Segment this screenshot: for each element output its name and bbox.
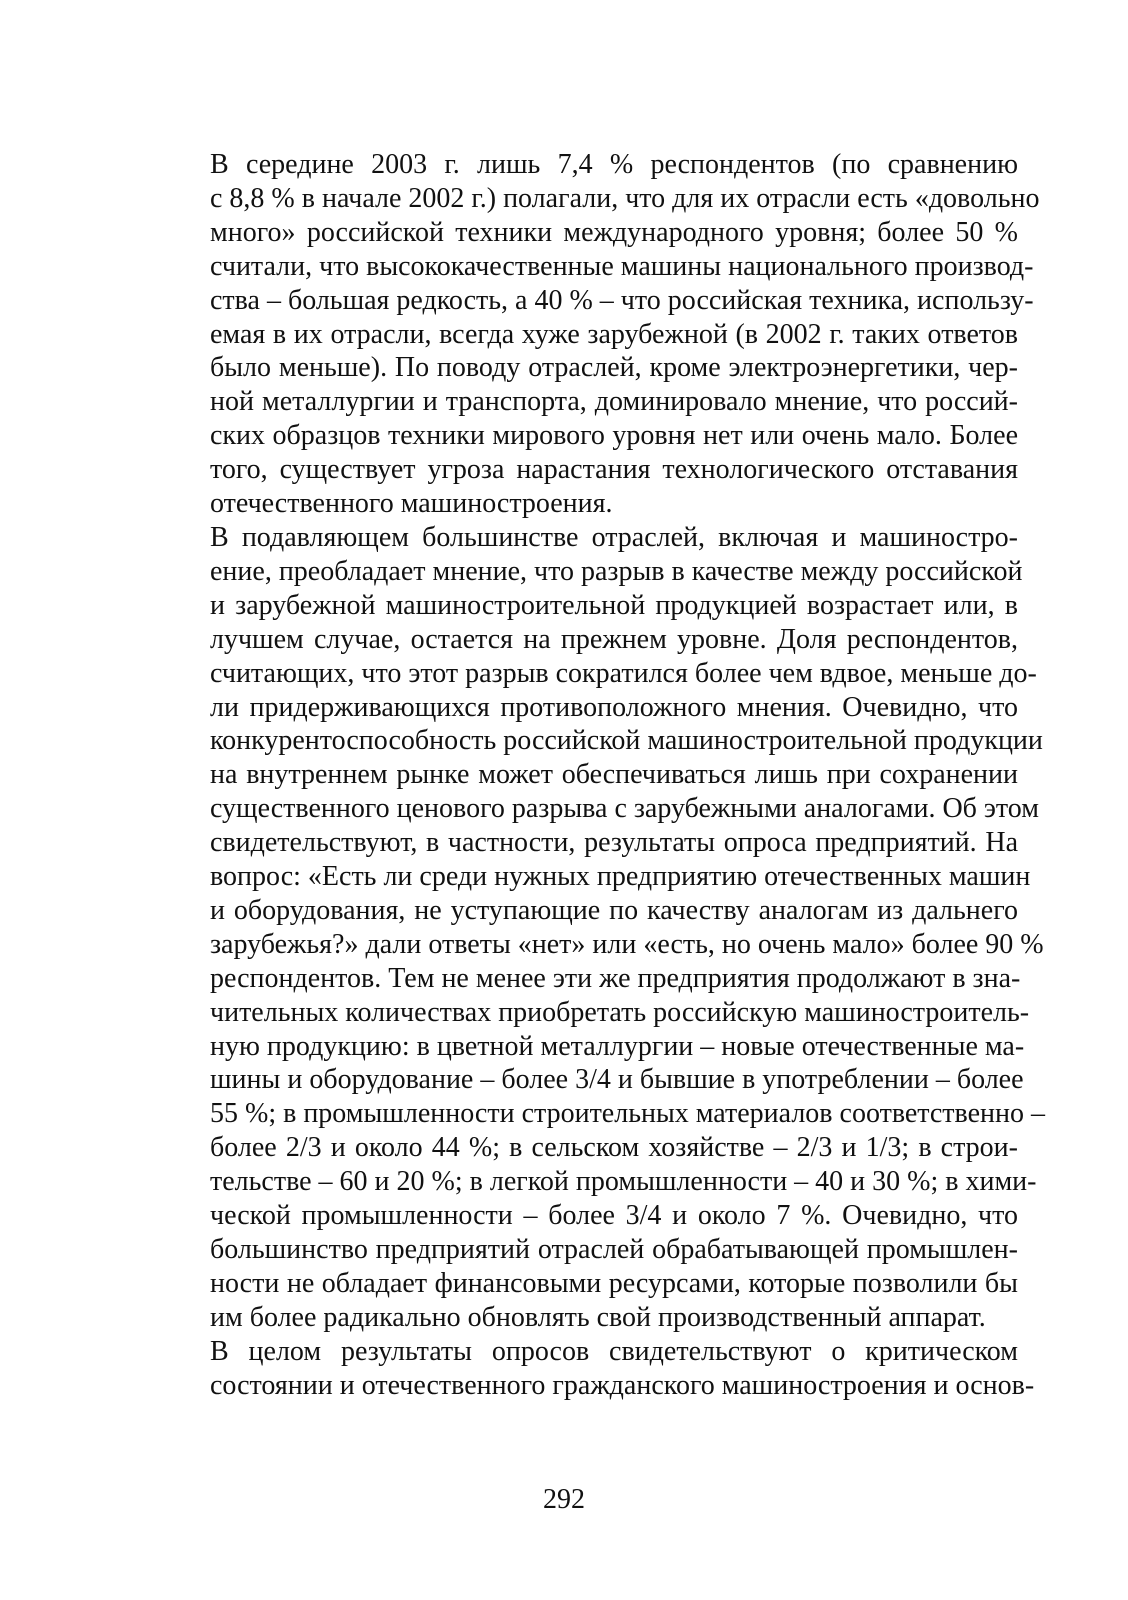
paragraph-2 <box>150 521 1045 1335</box>
text-line: В целом результаты опросов свидетельствуют о критическом <box>210 1335 1018 1367</box>
text-line: и оборудования, не уступающие по качеству аналогам из дальнего <box>210 894 1018 926</box>
paragraph-1 <box>150 148 1040 521</box>
text-line: конкурентоспособность российской машиностроительной продукции <box>210 725 1043 757</box>
text-line: ских образцов техники мирового уровня нет или очень мало. Более <box>210 420 1018 452</box>
text-line: большинство предприятий отраслей обрабатывающей промышлен- <box>210 1234 1018 1265</box>
text-line: ли придерживающихся противоположного мнения. Очевидно, что <box>210 691 1018 723</box>
text-line: им более радикально обновлять свой производственный аппарат. <box>210 1301 986 1333</box>
text-line: ства – большая редкость, а 40 % – что российская техника, использу- <box>210 284 1034 316</box>
paragraph-3 <box>150 1335 1035 1403</box>
text-line: более 2/3 и около 44 %; в сельском хозяйстве – 2/3 и 1/3; в строи- <box>210 1132 1018 1164</box>
text-line: считали, что высококачественные машины национального производ- <box>210 250 1034 282</box>
text-line: того, существует угроза нарастания технологического отставания <box>210 454 1018 486</box>
text-line: ности не обладает финансовыми ресурсами, которые позволили бы <box>210 1267 1018 1299</box>
text-line: емая в их отрасли, всегда хуже зарубежной (в 2002 г. таких ответов <box>210 318 1018 350</box>
text-line: считающих, что этот разрыв сократился более чем вдвое, меньше до- <box>210 657 1037 689</box>
text-line: шины и оборудование – более 3/4 и бывшие в употреблении – более <box>210 1064 1024 1096</box>
text-line: В подавляющем большинстве отраслей, включая и машиностро- <box>210 521 1018 553</box>
text-line: зарубежья?» дали ответы «нет» или «есть, но очень мало» более 90 % <box>210 928 1044 960</box>
text-line: ческой промышленности – более 3/4 и около 7 %. Очевидно, что <box>210 1200 1018 1232</box>
text-line: респондентов. Тем не менее эти же предприятия продолжают в зна- <box>210 962 1021 994</box>
text-line: свидетельствуют, в частности, результаты опроса предприятий. На <box>210 827 1018 859</box>
text-line: ную продукцию: в цветной металлургии – новые отечественные ма- <box>210 1030 1025 1062</box>
text-line: ной металлургии и транспорта, доминировало мнение, что россий- <box>210 386 1018 418</box>
text-line: чительных количествах приобретать российскую машиностроитель- <box>210 996 1030 1028</box>
text-line: вопрос: «Есть ли среди нужных предприятию отечественных машин <box>210 861 1031 893</box>
text-line: ение, преобладает мнение, что разрыв в качестве между российской <box>210 555 1023 587</box>
text-line: 55 %; в промышленности строительных материалов соответственно – <box>210 1098 1045 1130</box>
text-line: тельстве – 60 и 20 %; в легкой промышленности – 40 и 30 %; в хими- <box>210 1166 1037 1198</box>
text-line: лучшем случае, остается на прежнем уровне. Доля респондентов, <box>210 623 1018 655</box>
text-line: отечественного машиностроения. <box>210 488 613 520</box>
body-text <box>150 148 1045 1403</box>
text-line: было меньше). По поводу отраслей, кроме электроэнергетики, чер- <box>210 352 1018 384</box>
text-line: на внутреннем рынке может обеспечиваться лишь при сохранении <box>210 759 1018 791</box>
text-line: с 8,8 % в начале 2002 г.) полагали, что для их отрасли есть «довольно <box>210 182 1040 214</box>
page-number: 292 <box>543 1484 585 1515</box>
text-line: В середине 2003 г. лишь 7,4 % респондентов (по сравнению <box>210 149 1018 180</box>
text-line: состоянии и отечественного гражданского машиностроения и основ- <box>210 1369 1035 1401</box>
text-line: и зарубежной машиностроительной продукцией возрастает или, в <box>210 589 1018 621</box>
text-line: много» российской техники международного уровня; более 50 % <box>210 216 1018 248</box>
text-line: существенного ценового разрыва с зарубежными аналогами. Об этом <box>210 793 1039 825</box>
